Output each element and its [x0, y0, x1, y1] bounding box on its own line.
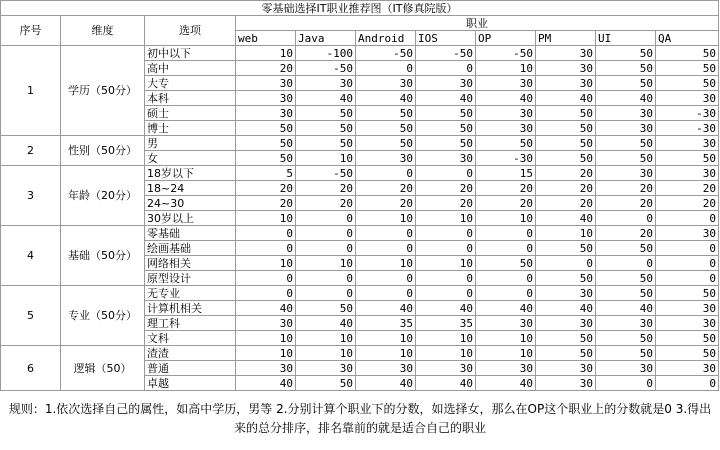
score-cell-qa: 50	[656, 286, 719, 301]
score-cell-ios: 20	[416, 181, 476, 196]
score-cell-web: 40	[236, 301, 296, 316]
score-cell-ui: 30	[596, 106, 656, 121]
score-cell-ios: 10	[416, 211, 476, 226]
score-cell-ios: 10	[416, 256, 476, 271]
score-cell-ios: 50	[416, 121, 476, 136]
score-cell-pm: 50	[536, 331, 596, 346]
score-cell-ui: 50	[596, 346, 656, 361]
score-cell-qa: 30	[656, 226, 719, 241]
score-cell-ui: 50	[596, 136, 656, 151]
score-cell-qa: 50	[656, 46, 719, 61]
score-cell-ios: 30	[416, 361, 476, 376]
option-label: 网络相关	[145, 256, 236, 271]
score-cell-java: 30	[296, 361, 356, 376]
score-cell-ios: 0	[416, 241, 476, 256]
score-cell-web: 50	[236, 151, 296, 166]
score-cell-web: 30	[236, 91, 296, 106]
score-cell-ui: 40	[596, 91, 656, 106]
score-cell-ios: 40	[416, 91, 476, 106]
score-cell-web: 30	[236, 106, 296, 121]
option-label: 男	[145, 136, 236, 151]
option-label: 文科	[145, 331, 236, 346]
score-cell-ios: 0	[416, 286, 476, 301]
score-cell-ui: 50	[596, 151, 656, 166]
score-cell-pm: 30	[536, 286, 596, 301]
score-cell-java: 10	[296, 151, 356, 166]
score-cell-pm: 50	[536, 121, 596, 136]
score-cell-qa: 30	[656, 91, 719, 106]
table-row	[1, 46, 719, 61]
score-cell-ui: 20	[596, 196, 656, 211]
group-dimension: 专业（50分）	[61, 286, 145, 346]
score-cell-ui: 30	[596, 121, 656, 136]
career-header-web: web	[236, 31, 296, 46]
score-cell-pm: 50	[536, 151, 596, 166]
score-cell-android: 10	[356, 346, 416, 361]
score-cell-pm: 40	[536, 301, 596, 316]
score-cell-ui: 20	[596, 226, 656, 241]
score-cell-ios: 30	[416, 151, 476, 166]
score-cell-web: 0	[236, 241, 296, 256]
rules-text	[4, 400, 716, 438]
score-cell-ios: 35	[416, 316, 476, 331]
group-dimension: 基础（50分）	[61, 226, 145, 286]
score-cell-ios: 40	[416, 376, 476, 391]
option-label: 大专	[145, 76, 236, 91]
score-cell-op: 30	[476, 106, 536, 121]
score-cell-android: -50	[356, 46, 416, 61]
score-cell-op: -50	[476, 46, 536, 61]
score-cell-qa: 0	[656, 376, 719, 391]
option-label: 卓越	[145, 376, 236, 391]
score-cell-op: 10	[476, 346, 536, 361]
option-label: 零基础	[145, 226, 236, 241]
score-cell-pm: 50	[536, 346, 596, 361]
score-cell-pm: 20	[536, 181, 596, 196]
score-cell-ios: -50	[416, 46, 476, 61]
score-cell-web: 30	[236, 361, 296, 376]
score-cell-qa: 50	[656, 61, 719, 76]
score-cell-web: 40	[236, 376, 296, 391]
score-cell-ui: 50	[596, 61, 656, 76]
score-cell-android: 35	[356, 316, 416, 331]
score-cell-web: 10	[236, 211, 296, 226]
score-cell-java: 0	[296, 211, 356, 226]
score-cell-pm: 30	[536, 316, 596, 331]
option-label: 原型设计	[145, 271, 236, 286]
header-dimension: 维度	[61, 16, 145, 46]
score-cell-qa: 50	[656, 346, 719, 361]
score-cell-pm: 10	[536, 226, 596, 241]
score-cell-op: 10	[476, 331, 536, 346]
score-cell-web: 10	[236, 46, 296, 61]
score-cell-op: 0	[476, 271, 536, 286]
score-cell-op: 20	[476, 196, 536, 211]
career-header-java: Java	[296, 31, 356, 46]
score-cell-web: 10	[236, 256, 296, 271]
career-header-android: Android	[356, 31, 416, 46]
option-label: 普通	[145, 361, 236, 376]
table-row	[1, 226, 719, 241]
score-cell-ui: 50	[596, 241, 656, 256]
score-cell-java: -50	[296, 166, 356, 181]
career-header-op: OP	[476, 31, 536, 46]
score-cell-pm: 30	[536, 46, 596, 61]
score-cell-qa: 0	[656, 256, 719, 271]
score-cell-ios: 30	[416, 76, 476, 91]
option-label: 女	[145, 151, 236, 166]
score-cell-web: 0	[236, 271, 296, 286]
score-cell-android: 20	[356, 181, 416, 196]
score-cell-java: 10	[296, 346, 356, 361]
score-cell-pm: 40	[536, 211, 596, 226]
career-header-ios: IOS	[416, 31, 476, 46]
header-option: 选项	[145, 16, 236, 46]
group-dimension: 学历（50分）	[61, 46, 145, 136]
score-cell-ios: 50	[416, 106, 476, 121]
score-cell-java: -50	[296, 61, 356, 76]
score-cell-op: 30	[476, 361, 536, 376]
score-cell-qa: 20	[656, 196, 719, 211]
score-cell-ios: 20	[416, 196, 476, 211]
score-cell-web: 20	[236, 181, 296, 196]
score-cell-qa: 30	[656, 361, 719, 376]
title-row	[1, 1, 719, 16]
score-cell-op: 30	[476, 76, 536, 91]
score-cell-ui: 40	[596, 301, 656, 316]
score-cell-java: -100	[296, 46, 356, 61]
score-cell-pm: 0	[536, 256, 596, 271]
score-cell-android: 0	[356, 241, 416, 256]
group-index: 5	[1, 286, 61, 346]
score-cell-qa: 30	[656, 316, 719, 331]
option-label: 计算机相关	[145, 301, 236, 316]
score-cell-qa: 30	[656, 301, 719, 316]
option-label: 初中以下	[145, 46, 236, 61]
score-cell-java: 20	[296, 196, 356, 211]
score-cell-op: 0	[476, 226, 536, 241]
score-cell-ui: 50	[596, 286, 656, 301]
score-cell-ios: 0	[416, 166, 476, 181]
score-cell-qa: -30	[656, 121, 719, 136]
score-cell-android: 40	[356, 376, 416, 391]
group-index: 4	[1, 226, 61, 286]
score-cell-web: 5	[236, 166, 296, 181]
score-cell-web: 50	[236, 121, 296, 136]
option-label: 30岁以上	[145, 211, 236, 226]
score-cell-web: 30	[236, 316, 296, 331]
score-cell-op: 10	[476, 61, 536, 76]
score-cell-android: 30	[356, 151, 416, 166]
score-cell-qa: 30	[656, 166, 719, 181]
group-dimension: 逻辑（50）	[61, 346, 145, 391]
score-cell-java: 0	[296, 286, 356, 301]
score-cell-java: 40	[296, 91, 356, 106]
score-cell-op: 20	[476, 181, 536, 196]
score-cell-android: 0	[356, 286, 416, 301]
score-cell-ui: 50	[596, 271, 656, 286]
score-cell-ios: 10	[416, 346, 476, 361]
score-cell-ios: 0	[416, 61, 476, 76]
score-cell-web: 20	[236, 196, 296, 211]
table-row	[1, 286, 719, 301]
score-cell-java: 50	[296, 376, 356, 391]
option-label: 高中	[145, 61, 236, 76]
score-cell-web: 30	[236, 76, 296, 91]
score-cell-qa: 50	[656, 331, 719, 346]
score-cell-op: 40	[476, 376, 536, 391]
score-cell-ui: 20	[596, 181, 656, 196]
option-label: 18岁以下	[145, 166, 236, 181]
score-cell-qa: -30	[656, 106, 719, 121]
score-cell-qa: 0	[656, 211, 719, 226]
score-cell-web: 0	[236, 226, 296, 241]
group-index: 6	[1, 346, 61, 391]
score-cell-java: 0	[296, 226, 356, 241]
table-row	[1, 166, 719, 181]
career-header-pm: PM	[536, 31, 596, 46]
score-cell-pm: 20	[536, 196, 596, 211]
score-cell-android: 0	[356, 271, 416, 286]
group-index: 2	[1, 136, 61, 166]
career-header-qa: QA	[656, 31, 719, 46]
score-cell-ui: 0	[596, 376, 656, 391]
group-index: 3	[1, 166, 61, 226]
score-cell-ui: 50	[596, 76, 656, 91]
score-cell-pm: 40	[536, 91, 596, 106]
rules-content: 规则：1.依次选择自己的属性，如高中学历，男等 2.分别计算个职业下的分数，如选择女，那么在OP这个职业上的分数就是0 3.得出来的总分排序，排名靠前的就是适合自己的职业	[8, 402, 712, 435]
score-cell-java: 50	[296, 121, 356, 136]
score-cell-android: 0	[356, 166, 416, 181]
header-career: 职业	[236, 16, 719, 31]
score-cell-qa: 0	[656, 241, 719, 256]
score-cell-pm: 30	[536, 61, 596, 76]
score-cell-web: 20	[236, 61, 296, 76]
score-cell-op: 30	[476, 121, 536, 136]
score-cell-android: 0	[356, 61, 416, 76]
score-cell-op: 40	[476, 301, 536, 316]
score-cell-java: 10	[296, 256, 356, 271]
score-cell-qa: 30	[656, 136, 719, 151]
career-header-ui: UI	[596, 31, 656, 46]
score-cell-web: 10	[236, 346, 296, 361]
score-cell-java: 0	[296, 271, 356, 286]
score-cell-android: 20	[356, 196, 416, 211]
header-row-1	[1, 16, 719, 31]
score-cell-android: 50	[356, 121, 416, 136]
score-cell-java: 40	[296, 316, 356, 331]
score-cell-ui: 30	[596, 316, 656, 331]
group-dimension: 性别（50分）	[61, 136, 145, 166]
score-cell-ios: 0	[416, 226, 476, 241]
score-cell-op: 10	[476, 211, 536, 226]
score-cell-ui: 50	[596, 46, 656, 61]
score-cell-ui: 50	[596, 331, 656, 346]
score-cell-qa: 0	[656, 271, 719, 286]
score-cell-android: 10	[356, 211, 416, 226]
score-cell-qa: 20	[656, 181, 719, 196]
score-cell-ios: 50	[416, 136, 476, 151]
option-label: 无专业	[145, 286, 236, 301]
score-cell-ui: 0	[596, 256, 656, 271]
score-cell-java: 20	[296, 181, 356, 196]
score-cell-pm: 20	[536, 166, 596, 181]
score-cell-qa: 50	[656, 151, 719, 166]
score-cell-java: 0	[296, 241, 356, 256]
score-cell-android: 40	[356, 301, 416, 316]
score-cell-pm: 30	[536, 361, 596, 376]
score-cell-android: 30	[356, 76, 416, 91]
score-cell-op: 0	[476, 286, 536, 301]
score-cell-op: 30	[476, 316, 536, 331]
table-row	[1, 136, 719, 151]
score-cell-pm: 30	[536, 376, 596, 391]
option-label: 硕士	[145, 106, 236, 121]
score-cell-ui: 30	[596, 166, 656, 181]
score-cell-ios: 10	[416, 331, 476, 346]
score-cell-android: 30	[356, 361, 416, 376]
score-cell-qa: 50	[656, 76, 719, 91]
score-cell-web: 10	[236, 331, 296, 346]
option-label: 绘画基础	[145, 241, 236, 256]
score-cell-java: 10	[296, 331, 356, 346]
option-label: 渣渣	[145, 346, 236, 361]
score-cell-op: 0	[476, 241, 536, 256]
score-cell-ios: 0	[416, 271, 476, 286]
table-row	[1, 346, 719, 361]
score-cell-java: 30	[296, 76, 356, 91]
score-cell-op: 50	[476, 256, 536, 271]
score-cell-ui: 0	[596, 211, 656, 226]
score-cell-pm: 50	[536, 271, 596, 286]
score-cell-op: 40	[476, 91, 536, 106]
score-cell-java: 50	[296, 301, 356, 316]
option-label: 理工科	[145, 316, 236, 331]
score-cell-ui: 30	[596, 361, 656, 376]
score-cell-pm: 30	[536, 76, 596, 91]
score-cell-java: 50	[296, 136, 356, 151]
score-cell-java: 50	[296, 106, 356, 121]
score-cell-android: 10	[356, 331, 416, 346]
score-cell-ios: 40	[416, 301, 476, 316]
score-cell-pm: 50	[536, 136, 596, 151]
option-label: 博士	[145, 121, 236, 136]
score-cell-android: 50	[356, 136, 416, 151]
score-cell-web: 50	[236, 136, 296, 151]
score-cell-android: 0	[356, 226, 416, 241]
page-title: 零基础选择IT职业推荐图（IT修真院版）	[1, 1, 719, 16]
score-cell-web: 0	[236, 286, 296, 301]
option-label: 24~30	[145, 196, 236, 211]
score-cell-android: 40	[356, 91, 416, 106]
option-label: 18~24	[145, 181, 236, 196]
option-label: 本科	[145, 91, 236, 106]
score-cell-pm: 50	[536, 106, 596, 121]
score-cell-android: 50	[356, 106, 416, 121]
score-cell-op: 15	[476, 166, 536, 181]
group-dimension: 年龄（20分）	[61, 166, 145, 226]
score-cell-pm: 50	[536, 241, 596, 256]
header-index: 序号	[1, 16, 61, 46]
score-cell-op: -30	[476, 151, 536, 166]
score-cell-op: 50	[476, 136, 536, 151]
group-index: 1	[1, 46, 61, 136]
score-cell-android: 10	[356, 256, 416, 271]
